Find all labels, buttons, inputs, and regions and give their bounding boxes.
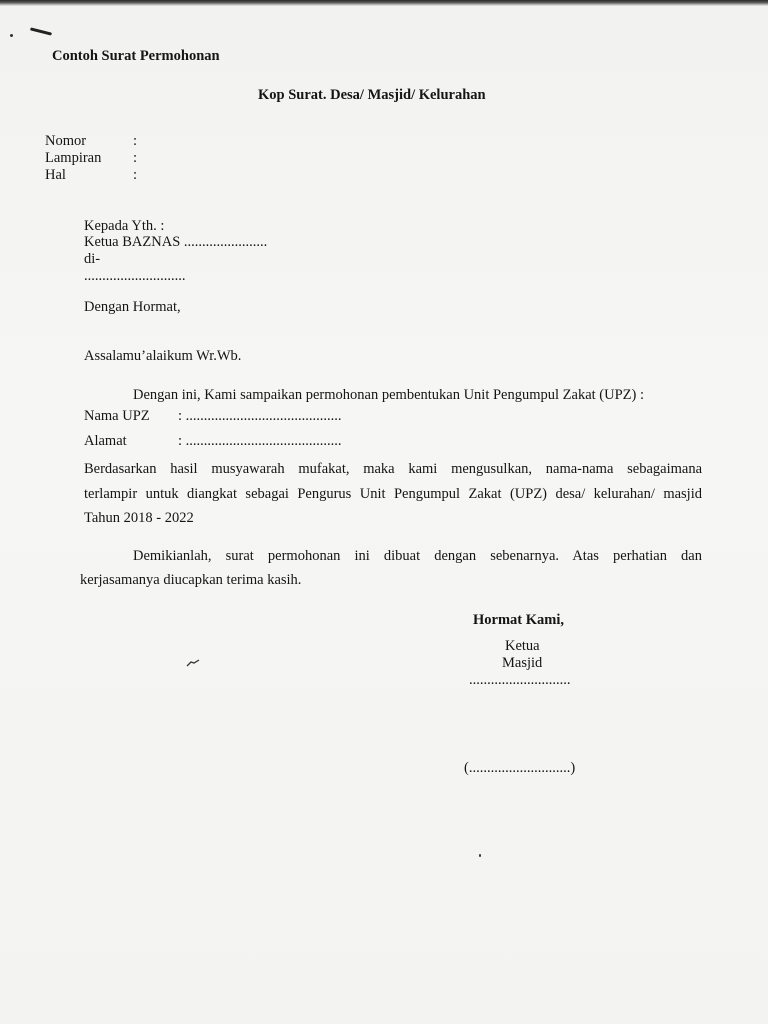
scan-speck: [479, 854, 481, 857]
recipient-line: Kepada Yth. :: [84, 218, 165, 234]
signature-name-placeholder: (............................): [464, 760, 576, 776]
meta-label-nomor: Nomor: [45, 133, 87, 149]
meta-label-lampiran: Lampiran: [45, 150, 102, 166]
signature-role: Ketua: [505, 638, 540, 654]
scan-speck: [10, 34, 13, 37]
meta-colon: :: [133, 167, 138, 183]
closing-line: kerjasamanya diucapkan terima kasih.: [80, 572, 302, 588]
greeting: Dengan Hormat,: [84, 299, 181, 315]
closing-line: Demikianlah, surat permohonan ini dibuat dengan sebenarnya. Atas perhatian dan: [133, 548, 702, 564]
meta-colon: :: [133, 150, 138, 166]
signature-org-dots: ............................: [469, 672, 571, 688]
field-label-nama-upz: Nama UPZ: [84, 408, 150, 424]
recipient-line: di-: [84, 251, 101, 267]
salam: Assalamu’alaikum Wr.Wb.: [84, 348, 242, 364]
document-heading: Contoh Surat Permohonan: [52, 48, 220, 64]
field-value-alamat: : ...........................................: [178, 433, 342, 449]
signature-org: Masjid: [502, 655, 543, 671]
signature-regards: Hormat Kami,: [473, 612, 565, 628]
body-line: terlampir untuk diangkat sebagai Pengurus Unit Pengumpul Zakat (UPZ) desa/ kelurahan/ masjid: [84, 486, 702, 502]
meta-label-hal: Hal: [45, 167, 66, 183]
body-line: Tahun 2018 - 2022: [84, 510, 194, 526]
field-label-alamat: Alamat: [84, 433, 127, 449]
letterhead-title: Kop Surat. Desa/ Masjid/ Kelurahan: [258, 87, 486, 103]
pen-mark-icon: [186, 659, 200, 667]
recipient-line: ............................: [84, 268, 186, 284]
field-value-nama-upz: : ...........................................: [178, 408, 342, 424]
meta-colon: :: [133, 133, 138, 149]
body-line: Berdasarkan hasil musyawarah mufakat, maka kami mengusulkan, nama-nama sebagaimana: [84, 461, 702, 477]
intro-paragraph: Dengan ini, Kami sampaikan permohonan pembentukan Unit Pengumpul Zakat (UPZ) :: [133, 387, 645, 403]
recipient-line: Ketua BAZNAS .......................: [84, 234, 268, 250]
scan-top-edge: [0, 0, 768, 6]
scan-smudge: [30, 27, 52, 35]
